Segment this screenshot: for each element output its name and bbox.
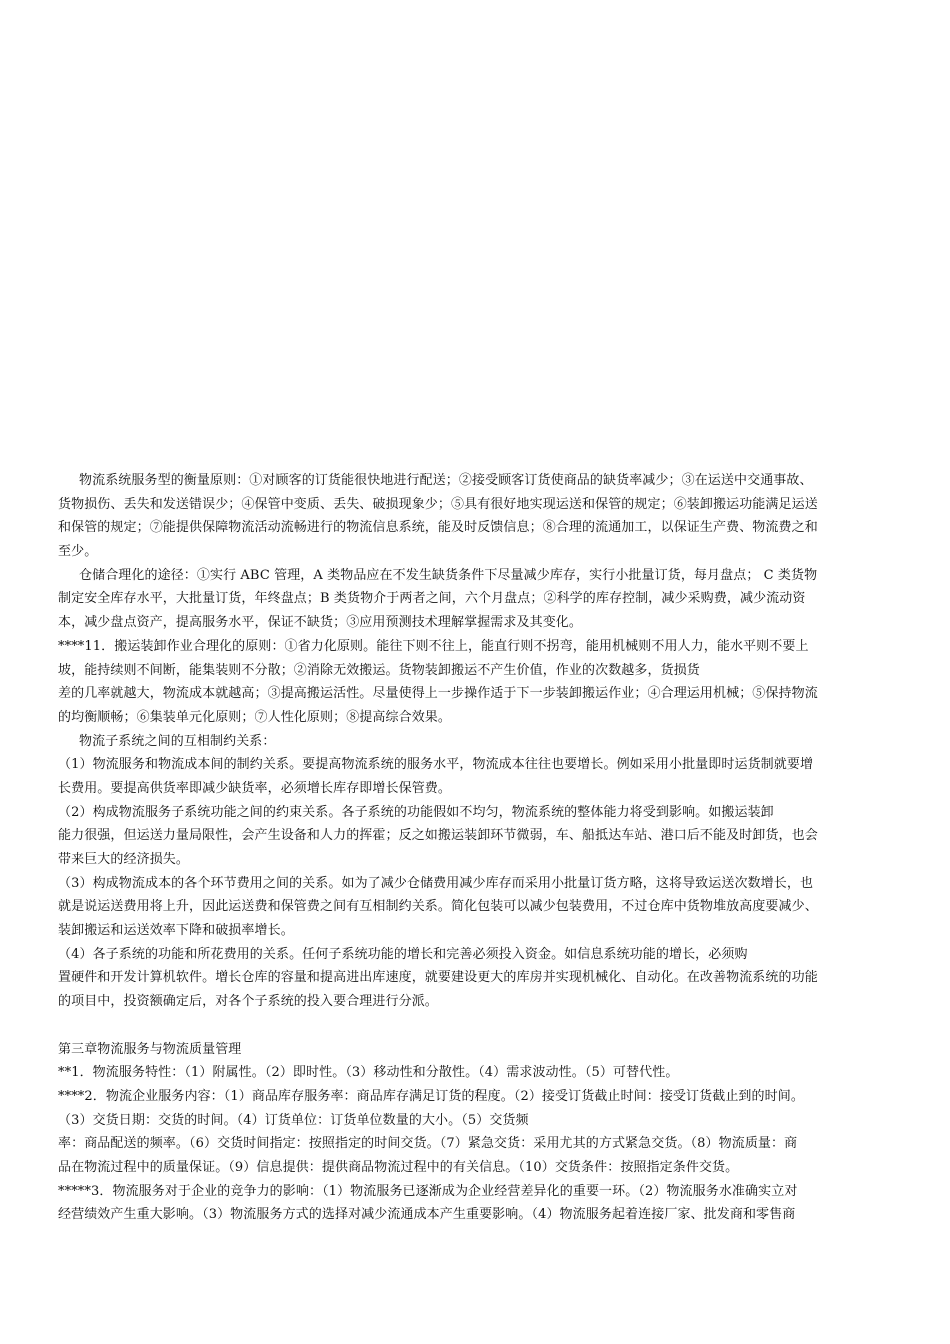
text-line: 长费用。要提高供货率即减少缺货率，必须增长库存即增长保管费。 <box>58 780 452 796</box>
text-line: 置硬件和开发计算机软件。增长仓库的容量和提高进出库速度，就要建设更大的库房并实现机械化、自动化。在改善物流系统的功能 <box>58 970 818 986</box>
text-line: 货物损伤、丢失和发送错误少；④保管中变质、丢失、破损现象少；⑤具有很好地实现运送和保管的规定；⑥装卸搬运功能满足运送 <box>58 496 818 512</box>
text-line: 仓储合理化的途径：①实行 ABC 管理，A 类物品应在不发生缺货条件下尽量减少库存，实行小批量订货，每月盘点； C 类货物 <box>79 567 818 583</box>
text-line: 能力很强，但运送力量局限性，会产生设备和人力的挥霍；反之如搬运装卸环节微弱，车、船抵达车站、港口后不能及时卸货，也会 <box>58 828 818 844</box>
text-line: 的项目中，投资额确定后，对各个子系统的投入要合理进行分派。 <box>58 994 438 1010</box>
text-line: 的均衡顺畅；⑥集装单元化原则；⑦人性化原则；⑧提高综合效果。 <box>58 709 452 725</box>
blank-line <box>58 1014 893 1038</box>
text-line: （3）交货日期：交货的时间。（4）订货单位：订货单位数量的大小。（5）交货频 <box>58 1112 529 1128</box>
text-line: 物流子系统之间的互相制约关系： <box>79 733 276 749</box>
text-line: *****3．物流服务对于企业的竞争力的影响：（1）物流服务已逐渐成为企业经营差异化的重要一环。（2）物流服务水准确实立对 <box>58 1183 798 1199</box>
text-line: ****11．搬运装卸作业合理化的原则：①省力化原则。能往下则不往上，能直行则不拐弯，能用机械则不用人力，能水平则不要上 <box>58 638 809 654</box>
document-body <box>58 469 893 1227</box>
text-line: 差的几率就越大，物流成本就越高；③提高搬运活性。尽量使得上一步操作适于下一步装卸搬运作业；④合理运用机械；⑤保持物流 <box>58 686 818 702</box>
text-line: **1．物流服务特性：（1）附属性。（2）即时性。（3）移动性和分散性。（4）需求波动性。（5）可替代性。 <box>58 1065 679 1081</box>
text-line: （2）构成物流服务子系统功能之间的约束关系。各子系统的功能假如不均匀，物流系统的整体能力将受到影响。如搬运装卸 <box>58 804 774 820</box>
text-line: （3）构成物流成本的各个环节费用之间的关系。如为了减少仓储费用减少库存而采用小批量订货方略，这将导致运送次数增长，也 <box>58 875 814 891</box>
text-line: 率：商品配送的频率。（6）交货时间指定：按照指定的时间交货。（7）紧急交货：采用尤其的方式紧急交货。（8）物流质量：商 <box>58 1136 798 1152</box>
text-line: 就是说运送费用将上升，因此运送费和保管费之间有互相制约关系。简化包装可以减少包装费用，不过仓库中货物堆放高度要减少、 <box>58 899 818 915</box>
text-line: 装卸搬运和运送效率下降和破损率增长。 <box>58 923 294 939</box>
text-line: ****2．物流企业服务内容：（1）商品库存服务率：商品库存满足订货的程度。（2）接受订货截止时间：接受订货截止到的时间。 <box>58 1088 804 1104</box>
text-line: 本，减少盘点资产，提高服务水平，保证不缺货；③应用预测技术理解掌握需求及其变化。 <box>58 615 583 631</box>
text-line: （1）物流服务和物流成本间的制约关系。要提高物流系统的服务水平，物流成本往往也要增长。例如采用小批量即时运货制就要增 <box>58 757 814 773</box>
text-line: 坡，能持续则不间断，能集装则不分散；②消除无效搬运。货物装卸搬运不产生价值，作业的次数越多，货损货 <box>58 662 700 678</box>
text-line: 至少。 <box>58 544 98 560</box>
text-line: 制定安全库存水平，大批量订货，年终盘点；B 类货物介于两者之间，六个月盘点；②科学的库存控制，减少采购费，减少流动资 <box>58 591 806 607</box>
text-line: （4）各子系统的功能和所花费用的关系。任何子系统功能的增长和完善必须投入资金。如信息系统功能的增长，必须购 <box>58 946 748 962</box>
text-line: 品在物流过程中的质量保证。（9）信息提供：提供商品物流过程中的有关信息。（10）交货条件：按照指定条件交货。 <box>58 1159 739 1175</box>
text-line: 物流系统服务型的衡量原则：①对顾客的订货能很快地进行配送；②接受顾客订货使商品的缺货率减少；③在运送中交通事故、 <box>79 473 813 488</box>
chapter-heading: 第三章物流服务与物流质量管理 <box>58 1041 242 1057</box>
text-line: 和保管的规定；⑦能提供保障物流活动流畅进行的物流信息系统，能及时反馈信息；⑧合理的流通加工，以保证生产费、物流费之和 <box>58 520 818 536</box>
text-line: 经营绩效产生重大影响。（3）物流服务方式的选择对减少流通成本产生重要影响。（4）物流服务起着连接厂家、批发商和零售商 <box>58 1207 796 1223</box>
text-line: 带来巨大的经济损失。 <box>58 852 190 867</box>
